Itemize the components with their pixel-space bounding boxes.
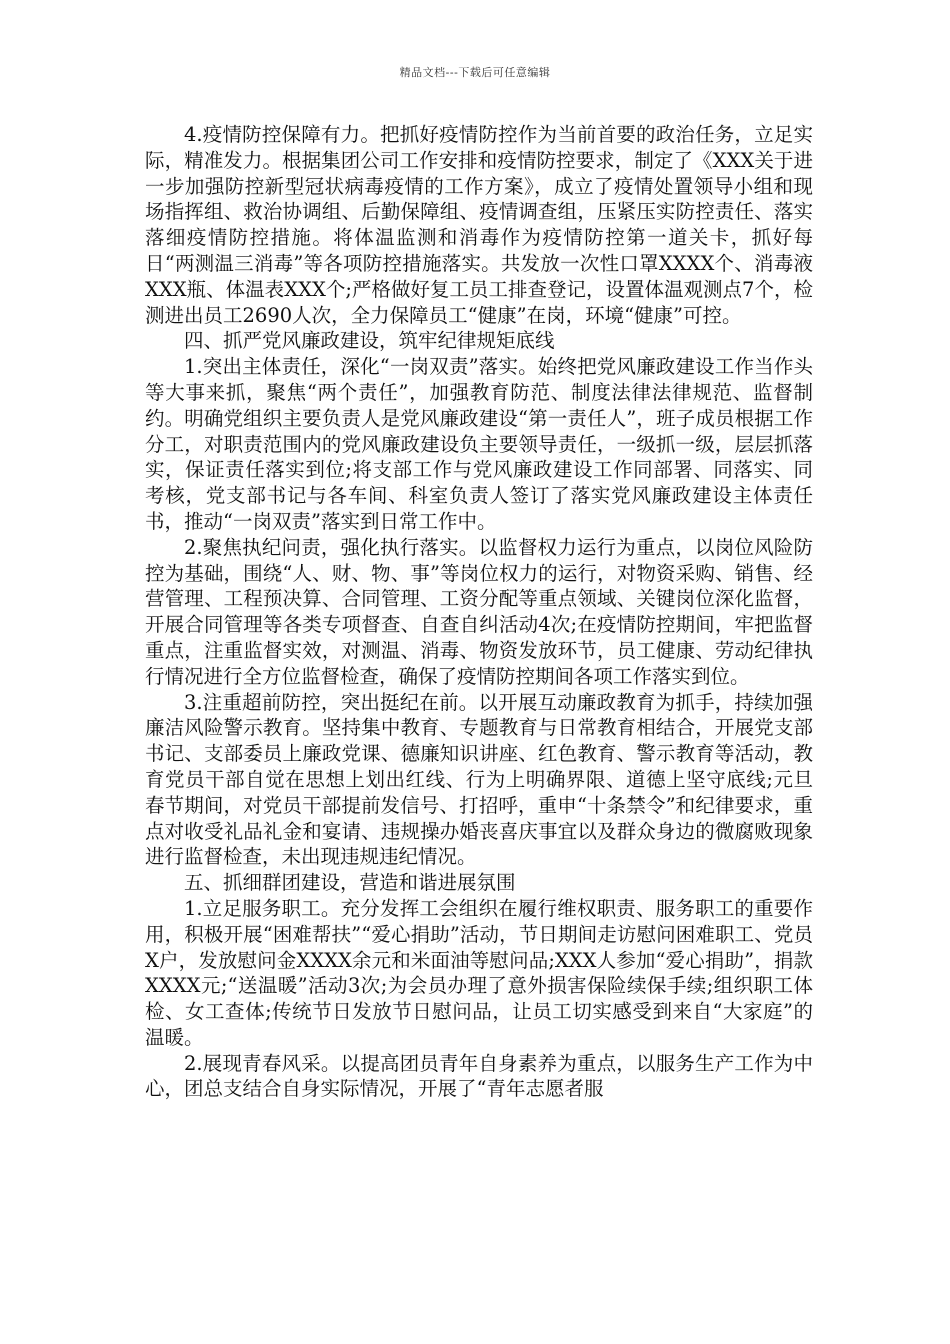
section-heading-four: 四、抓严党风廉政建设，筑牢纪律规矩底线: [184, 329, 555, 353]
section-heading-five: 五、抓细群团建设，营造和谐进展氛围: [184, 871, 516, 895]
paragraph-youth-style: 2.展现青春风采。以提高团员青年自身素养为重点，以服务生产工作为中心，团总支结合自身实际情况，开展了“青年志愿者服: [145, 1051, 813, 1101]
paragraph-serve-workers: 1.立足服务职工。充分发挥工会组织在履行维权职责、服务职工的重要作用，积极开展“困难帮扶”“爱心捐助”活动，节日期间走访慰问困难职工、党员X户，发放慰问金XXXX余元和米面油等慰问品;XXX人参加“爱心捐助”，捐款XXXX元;“送温暖”活动3次;为会员办理了意外损害保险续保手续;组织职工体检、女工查体;传统节日发放节日慰问品，让员工切实感受到来自“大家庭”的温暖。: [145, 896, 813, 1049]
paragraph-main-responsibility: 1.突出主体责任，深化“一岗双责”落实。始终把党风廉政建设工作当作头等大事来抓，聚焦“两个责任”，加强教育防范、制度法律法律规范、监督制约。明确党组织主要负责人是党风廉政建设“第一责任人”，班子成员根据工作分工，对职责范围内的党风廉政建设负主要领导责任，一级抓一级，层层抓落实，保证责任落实到位;将支部工作与党风廉政建设工作同部署、同落实、同考核，党支部书记与各车间、科室负责人签订了落实党风廉政建设主体责任书，推动“一岗双责”落实到日常工作中。: [145, 355, 813, 533]
paragraph-discipline-accountability: 2.聚焦执纪问责，强化执行落实。以监督权力运行为重点，以岗位风险防控为基础，围绕“人、财、物、事”等岗位权力的运行，对物资采购、销售、经营管理、工程预决算、合同管理、工资分配等重点领域、关键岗位深化监督，开展合同管理等各类专项督查、自查自纠活动4次;在疫情防控期间，牢把监督重点，注重监督实效，对测温、消毒、物资发放环节，员工健康、劳动纪律执行情况进行全方位监督检查，确保了疫情防控期间各项工作落实到位。: [145, 535, 813, 688]
document-body: [145, 122, 813, 1102]
page-header: 精品文档---下载后可任意编辑: [399, 66, 551, 79]
paragraph-epidemic-prevention: 4.疫情防控保障有力。把抓好疫情防控作为当前首要的政治任务，立足实际，精准发力。根据集团公司工作安排和疫情防控要求，制定了《XXX关于进一步加强防控新型冠状病毒疫情的工作方案》，成立了疫情处置领导小组和现场指挥组、救治协调组、后勤保障组、疫情调查组，压紧压实防控责任、落实落细疫情防控措施。将体温监测和消毒作为疫情防控第一道关卡，抓好每日“两测温三消毒”等各项防控措施落实。共发放一次性口罩XXXX个、消毒液XXX瓶、体温表XXX个;严格做好复工员工排查登记，设置体温观测点7个，检测进出员工2690人次，全力保障员工“健康”在岗，环境“健康”可控。: [145, 123, 813, 327]
paragraph-advance-prevention: 3.注重超前防控，突出挺纪在前。以开展互动廉政教育为抓手，持续加强廉洁风险警示教育。坚持集中教育、专题教育与日常教育相结合，开展党支部书记、支部委员上廉政党课、德廉知识讲座、红色教育、警示教育等活动，教育党员干部自觉在思想上划出红线、行为上明确界限、道德上坚守底线;元旦春节期间，对党员干部提前发信号、打招呼，重申“十条禁令”和纪律要求，重点对收受礼品礼金和宴请、违规操办婚丧喜庆事宜以及群众身边的微腐败现象进行监督检查，未出现违规违纪情况。: [145, 690, 813, 869]
